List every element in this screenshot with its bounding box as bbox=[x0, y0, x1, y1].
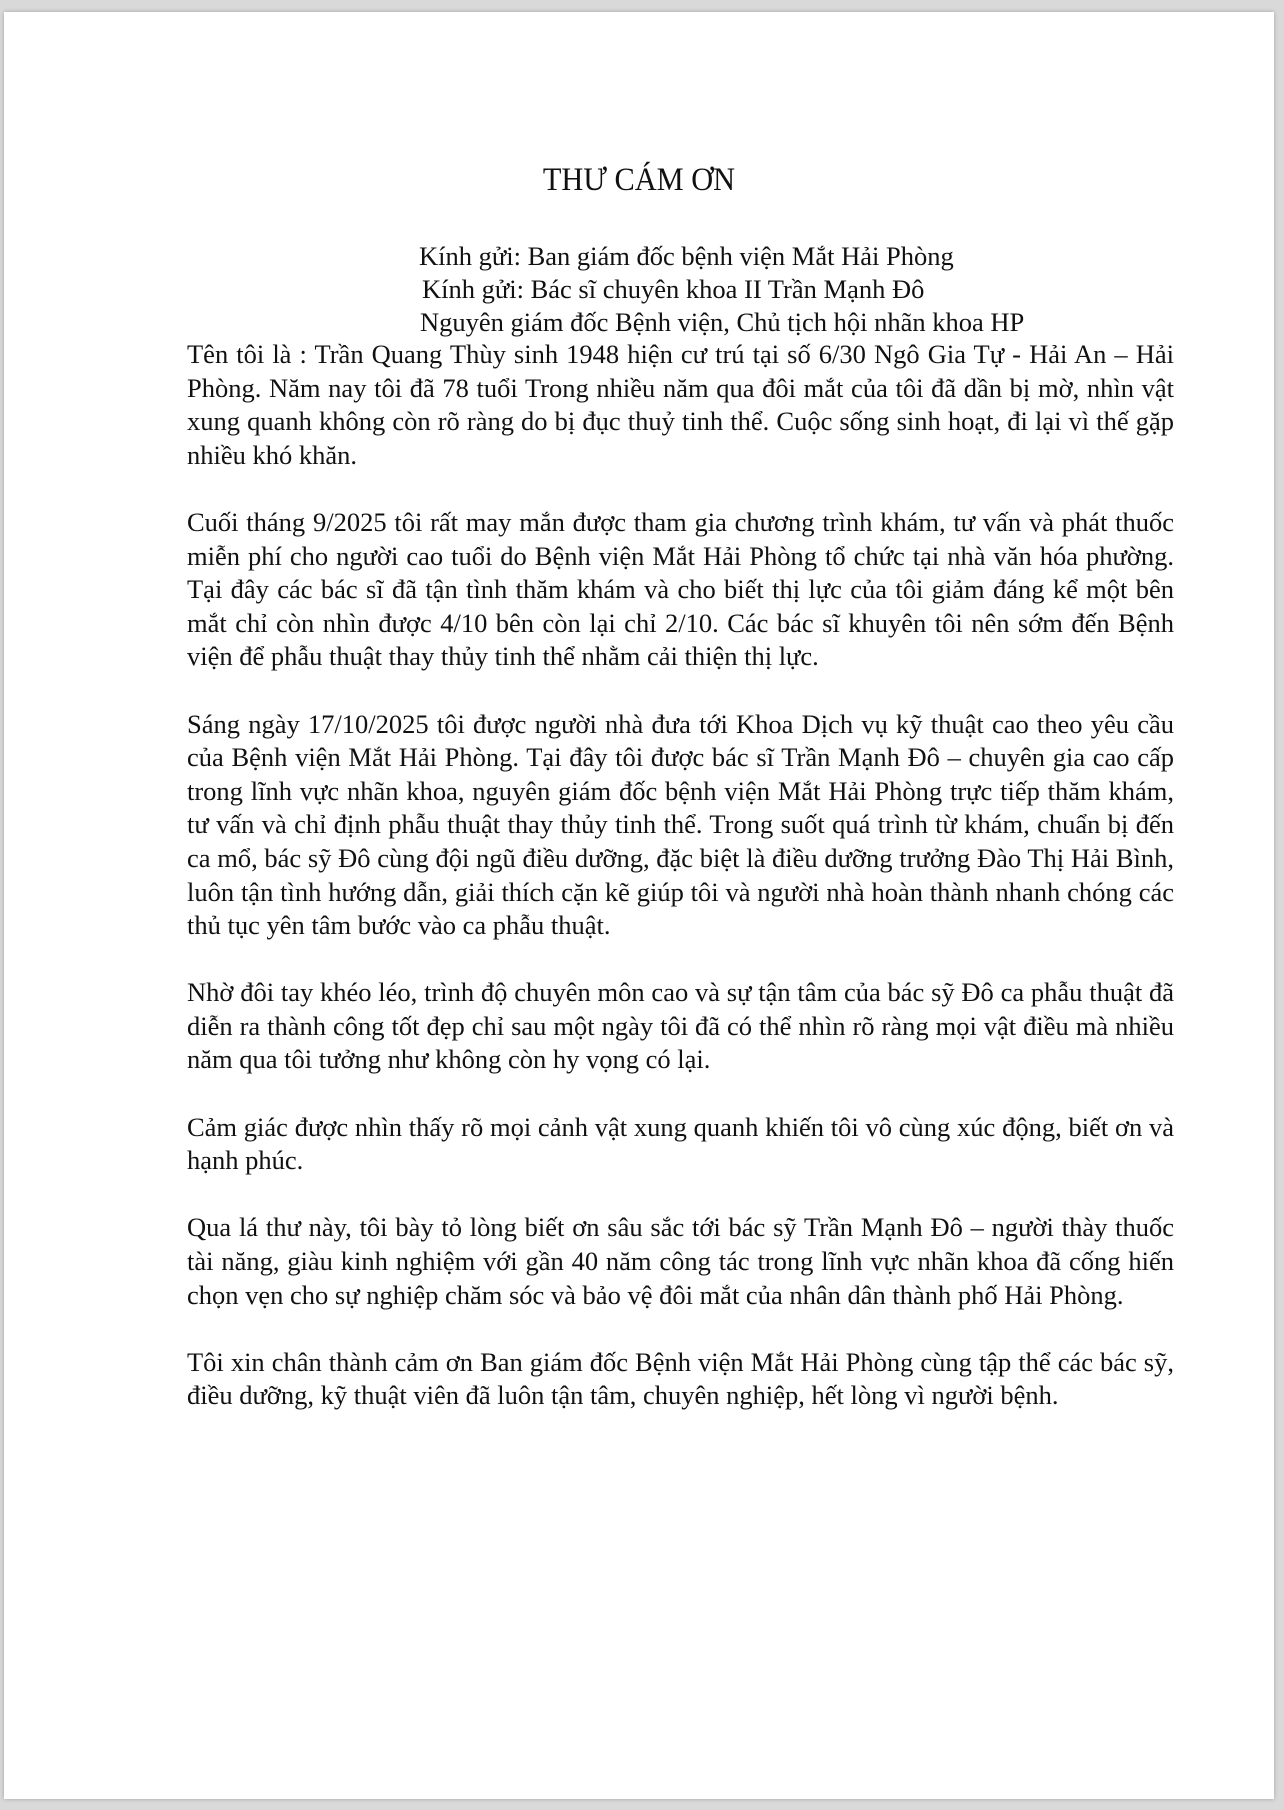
paragraph-gratitude-doctor: Qua lá thư này, tôi bày tỏ lòng biết ơn sâu sắc tới bác sỹ Trần Mạnh Đô – người thày thuốc tài năng, giàu kinh nghiệm với gần 40 năm công tác trong lĩnh vực nhãn khoa đã cống hiến chọn vẹn cho sự nghiệp chăm sóc và bảo vệ đôi mắt của nhân dân thành phố Hải Phòng. bbox=[187, 1212, 1174, 1310]
document-page bbox=[4, 12, 1274, 1799]
addressee-line-director-board: Kính gửi: Ban giám đốc bệnh viện Mắt Hải Phòng bbox=[419, 241, 954, 271]
paragraph-surgery-visit: Sáng ngày 17/10/2025 tôi được người nhà đưa tới Khoa Dịch vụ kỹ thuật cao theo yêu cầu của Bệnh viện Mắt Hải Phòng. Tại đây tôi được bác sĩ Trần Mạnh Đô – chuyên gia cao cấp trong lĩnh vực nhãn khoa, nguyên giám đốc bệnh viện Mắt Hải Phòng trực tiếp thăm khám, tư vấn và chỉ định phẫu thuật thay thủy tinh thể. Trong suốt quá trình từ khám, chuẩn bị đến ca mổ, bác sỹ Đô cùng đội ngũ điều dưỡng, đặc biệt là điều dưỡng trưởng Đào Thị Hải Bình, luôn tận tình hướng dẫn, giải thích cặn kẽ giúp tôi và người nhà hoàn thành nhanh chóng các thủ tục yên tâm bước vào ca phẫu thuật. bbox=[187, 708, 1174, 941]
addressee-block bbox=[4, 240, 1274, 339]
paragraph-feelings: Cảm giác được nhìn thấy rõ mọi cảnh vật xung quanh khiến tôi vô cùng xúc động, biết ơn và hạnh phúc. bbox=[187, 1111, 1174, 1176]
document-title: THƯ CÁM ƠN bbox=[542, 162, 736, 198]
addressee-line-doctor: Kính gửi: Bác sĩ chuyên khoa II Trần Mạnh Đô bbox=[422, 274, 925, 304]
paragraph-surgery-result: Nhờ đôi tay khéo léo, trình độ chuyên môn cao và sự tận tâm của bác sỹ Đô ca phẫu thuật đã diễn ra thành công tốt đẹp chỉ sau một ngày tôi đã có thể nhìn rõ ràng mọi vật điều mà nhiều năm qua tôi tưởng như không còn hy vọng có lại. bbox=[187, 977, 1174, 1075]
paragraph-introduction: Tên tôi là : Trần Quang Thùy sinh 1948 hiện cư trú tại số 6/30 Ngô Gia Tự - Hải An – Hải Phòng. Năm nay tôi đã 78 tuổi Trong nhiều năm qua đôi mắt của tôi đã dần bị mờ, nhìn vật xung quanh không còn rõ ràng do bị đục thuỷ tinh thể. Cuộc sống sinh hoạt, đi lại vì thế gặp nhiều khó khăn. bbox=[187, 339, 1174, 470]
addressee-line-doctor-title: Nguyên giám đốc Bệnh viện, Chủ tịch hội nhãn khoa HP bbox=[420, 307, 1025, 337]
letter-body bbox=[187, 338, 1174, 1447]
paragraph-screening-program: Cuối tháng 9/2025 tôi rất may mắn được tham gia chương trình khám, tư vấn và phát thuốc miễn phí cho người cao tuổi do Bệnh viện Mắt Hải Phòng tổ chức tại nhà văn hóa phường. Tại đây các bác sĩ đã tận tình thăm khám và cho biết thị lực của tôi giảm đáng kể một bên mắt chỉ còn nhìn được 4/10 bên còn lại chỉ 2/10. Các bác sĩ khuyên tôi nên sớm đến Bệnh viện để phẫu thuật thay thủy tinh thể nhằm cải thiện thị lực. bbox=[187, 506, 1174, 672]
paragraph-gratitude-hospital: Tôi xin chân thành cảm ơn Ban giám đốc Bệnh viện Mắt Hải Phòng cùng tập thể các bác sỹ, điều dưỡng, kỹ thuật viên đã luôn tận tâm, chuyên nghiệp, hết lòng vì người bệnh. bbox=[187, 1346, 1174, 1411]
